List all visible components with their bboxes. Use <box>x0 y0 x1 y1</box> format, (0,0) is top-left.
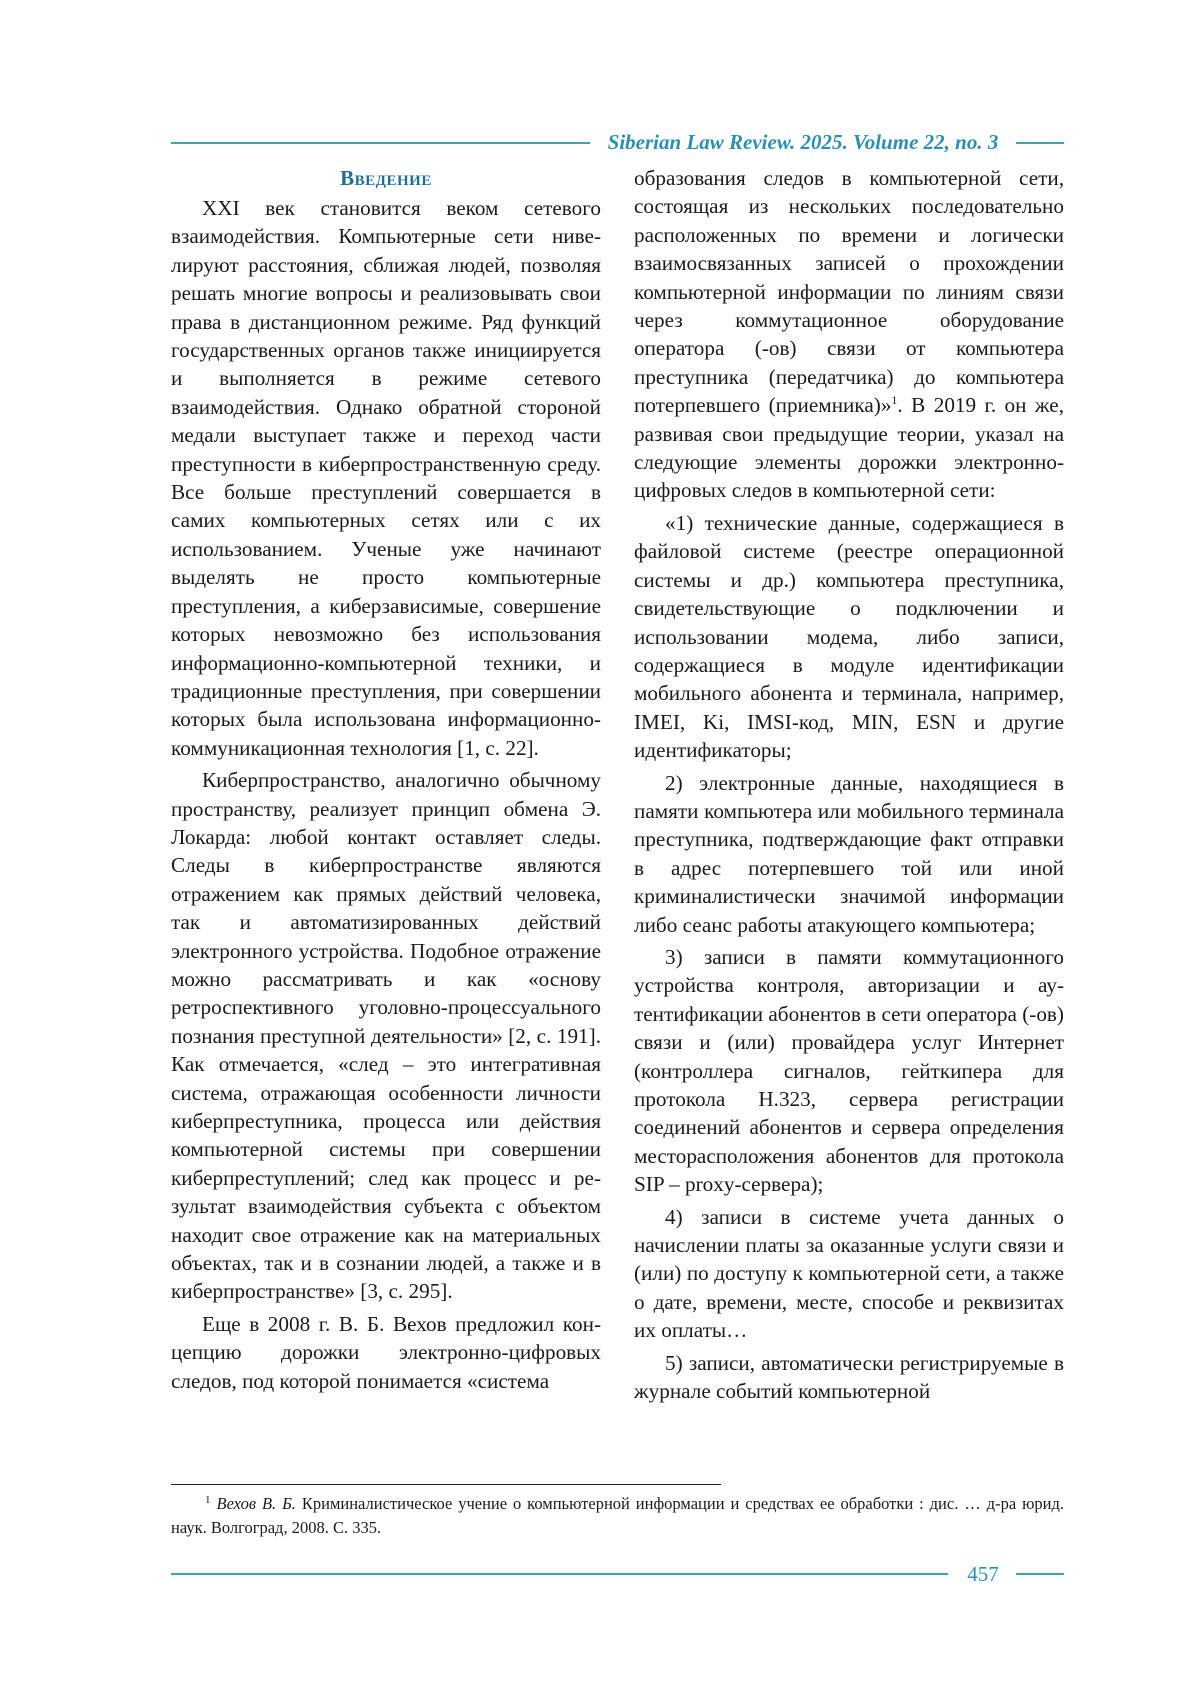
list-item: 3) записи в памяти коммутационного устройства контроля, авторизации и аутентификации абонентов в сети оператора (-ов) связи и (или) провайдера услуг Интернет (контроллера сигналов, гейткипера для протокола H.323, сервера регистрации соединений абонентов и сервера определения месторасположения абонентов для протокола SIP – proxy-сервера); <box>634 944 1064 1197</box>
header-rule-right <box>1016 142 1064 144</box>
footer-rule-left <box>171 1573 948 1575</box>
footer-rule-right <box>1016 1573 1064 1575</box>
paragraph: Киберпространство, аналогично обычному пространству, реализует принцип обмена Э. Локарда: любой контакт оставляет следы. Следы в киберпространстве являются отражением как прямых действий человека, так и автоматизированных действий электронного устройства. Подобное отражение можно рассматривать и как «основу ретроспективного уголовно-процессуального познания преступной деятельности» [2, с. 191]. Как отмечается, «след – это интегративная система, отражающая особенности личности киберпреступника, процесса или действия компьютерной системы при совершении киберпреступлений; след как процесс и результат взаимодействия субъекта с объектом находит свое отражение как на материальных объектах, так и в сознании людей, а также и в киберпространстве» [3, с. 295]. <box>171 768 601 1304</box>
footnote-number: 1 <box>205 1493 211 1506</box>
footnote-author: Вехов В. Б. <box>216 1494 296 1513</box>
list-item: 4) записи в системе учета данных о начислении платы за оказанные услуги связи и (или) по доступу к компьютерной сети, а также о дате, времени, месте, способе и реквизитах их оплаты… <box>634 1204 1064 1343</box>
footnote-reference[interactable]: 1 <box>891 393 898 408</box>
header-rule-left <box>171 142 590 144</box>
list-item: «1) технические данные, содержащиеся в файловой системе (реестре операционной системы и др.) компьютера преступника, свидетельствующие о подключении и использовании модема, либо записи, содержащиеся в модуле идентификации мобильного абонента и терминала, например, IMEI, Ki, IMSI-код, MIN, ESN и другие идентификаторы; <box>634 510 1064 763</box>
paragraph: Еще в 2008 г. В. Б. Вехов предложил концепцию дорожки электронно-цифровых следов, под которой понимается «система <box>171 1311 601 1393</box>
page-number: 457 <box>967 1562 999 1586</box>
paragraph-text: . В 2019 г. он же, развивая свои предыдущие теории, указал на следующие элементы дорожки электронно-цифровых следов в компьютерной сети: <box>634 393 1064 503</box>
journal-title: Siberian Law Review. 2025. Volume 22, no. 3 <box>607 130 999 154</box>
paragraph: XXI век становится веком сетевого взаимодействия. Компьютерные сети нивелируют расстояния, сближая людей, позволяя решать многие вопросы и реализовывать свои права в дистанционном режиме. Ряд функций государственных органов также инициируется и выполняется в режиме сетевого взаимодействия. Однако обратной стороной медали выступает также и переход части преступности в киберпространственную среду. Все больше преступлений совершается в самих компьютерных сетях или с их использованием. Ученые уже начинают выделять не просто компьютерные преступления, а киберзависимые, совершение которых невозможно без использования информационно-компьютерной техники, и традиционные преступления, при совершении которых была использована информационно-коммуникационная технология [1, с. 22]. <box>171 196 601 760</box>
footnote <box>171 1492 1064 1540</box>
left-column <box>171 164 601 1399</box>
running-footer <box>171 1559 1064 1589</box>
list-item: 5) записи, автоматически регистрируемые в журнале событий компьютерной <box>634 1350 1064 1404</box>
paragraph-text: образования следов в компьютерной сети, состоящая из нескольких последовательно расположенных по времени и логически взаимосвязанных записей о прохождении компьютерной информации по линиям связи через коммутационное оборудование оператора (-ов) связи от компьютера преступника (передатчика) до компьютера потерпевшего (приемника)» <box>634 166 1064 418</box>
right-column <box>634 164 1064 1409</box>
list-item: 2) электронные данные, находящиеся в памяти компьютера или мобильного терминала преступника, подтверждающие факт отправки в адрес потерпевшего той или иной криминалистически значимой информации либо сеанс работы атакующего компьютера; <box>634 770 1064 937</box>
footnote-rule <box>171 1484 721 1485</box>
section-heading: Введение <box>340 166 432 190</box>
footnote-text: Криминалистическое учение о компьютерной информации и средствах ее обработки : дис. … д-ра юрид. наук. Волгоград, 2008. С. 335. <box>171 1494 1065 1537</box>
running-header <box>171 128 1064 156</box>
paragraph-continued <box>634 164 1064 505</box>
